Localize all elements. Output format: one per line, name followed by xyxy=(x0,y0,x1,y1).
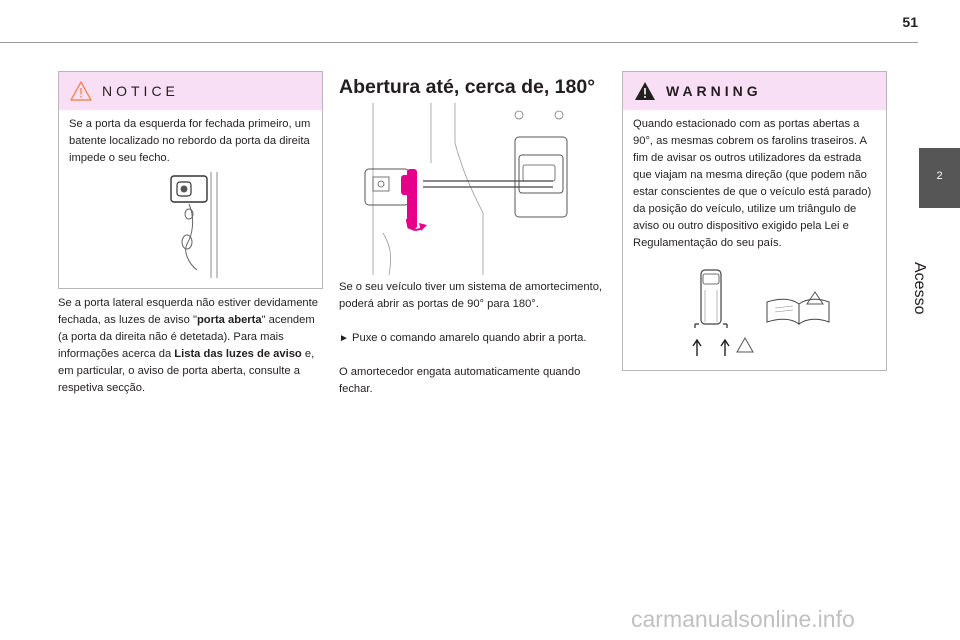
para-bold-door-open: porta aberta xyxy=(196,314,262,326)
door-warning-paragraph xyxy=(58,295,320,397)
warning-label: WARNING xyxy=(666,83,762,99)
warning-triangle-icon xyxy=(634,81,656,101)
top-divider xyxy=(0,42,918,43)
warning-header xyxy=(623,72,886,110)
damper-paragraph-3: O amortecedor engata automaticamente quando fechar. xyxy=(339,366,581,395)
notice-text: Se a porta da esquerda for fechada primeiro, um batente localizado no rebordo da porta da direita impede o seu fecho. xyxy=(69,118,311,164)
chapter-tab[interactable] xyxy=(919,148,960,208)
warning-text: Quando estacionado com as portas abertas a 90°, as mesmas cobrem os farolins traseiros. A fim de avisar os outros utilizadores da estrada que viajam na mesma direção (que podem não estar conscientes de que o veículo está parado) da posição do veículo, utilize um triângulo de aviso ou outro dispositivo exigido pela Lei e Regulamentação do seu país. xyxy=(633,118,872,249)
para-text-2: " acendem (a porta da direita não é detetada). Para mais informações acerca da xyxy=(58,314,315,360)
bullet-arrow-icon: ► xyxy=(339,333,349,344)
caution-triangle-icon xyxy=(70,81,92,101)
watermark: carmanualsonline.info xyxy=(631,606,855,632)
chapter-title: Acesso xyxy=(911,262,928,315)
damper-instruction-text: Puxe o comando amarelo quando abrir a porta. xyxy=(348,332,587,344)
damper-instruction xyxy=(339,330,603,347)
chapter-number: 2 xyxy=(936,170,943,182)
notice-box xyxy=(58,71,323,289)
para-text-3: e, em particular, o aviso de porta aberta, consulte a respetiva secção. xyxy=(58,348,315,394)
door-stop-illustration xyxy=(167,168,277,278)
para-bold-warning-list: Lista das luzes de aviso xyxy=(174,348,302,360)
para-text-1: Se a porta lateral esquerda não estiver devidamente fechada, as luzes de aviso " xyxy=(58,297,318,326)
notice-header xyxy=(59,72,322,110)
door-damper-illustration xyxy=(363,103,578,275)
section-heading: Abertura até, cerca de, 180° xyxy=(339,76,596,98)
page-number: 51 xyxy=(902,14,918,30)
parked-van-illustration xyxy=(683,264,833,364)
notice-label: NOTICE xyxy=(102,83,179,99)
damper-paragraph-1: Se o seu veículo tiver um sistema de amortecimento, poderá abrir as portas de 90° para 180°. xyxy=(339,281,603,310)
warning-box xyxy=(622,71,887,371)
